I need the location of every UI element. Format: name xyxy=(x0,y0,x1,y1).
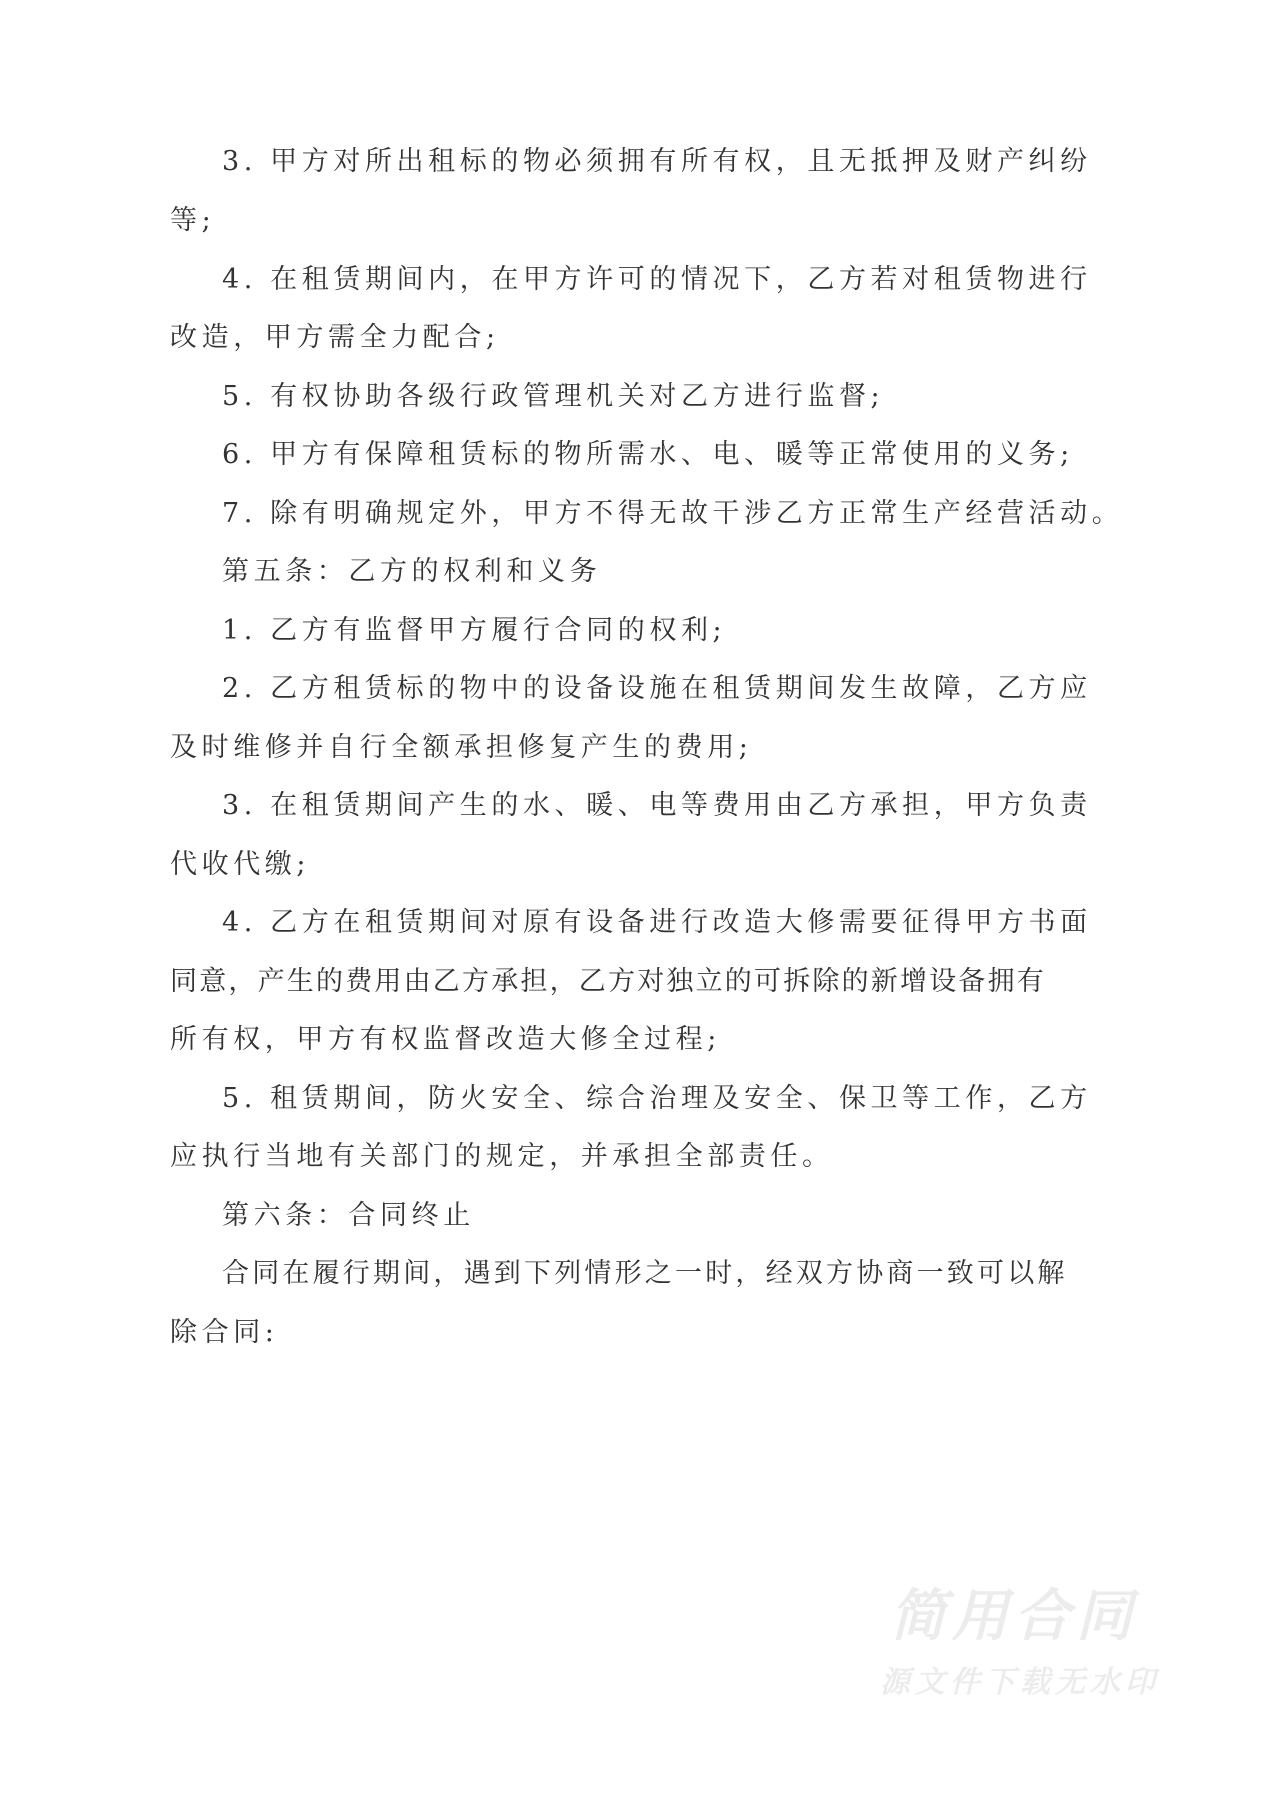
clause-4-item-3: 3. 甲方对所出租标的物必须拥有所有权，且无抵押及财产纠纷 xyxy=(222,146,1092,177)
clause-5-item-5-cont: 应执行当地有关部门的规定，并承担全部责任。 xyxy=(170,1141,834,1172)
clause-5-item-4-cont-1: 同意，产生的费用由乙方承担，乙方对独立的可拆除的新增设备拥有 xyxy=(170,966,1046,997)
clause-4-item-4: 4. 在租赁期间内，在甲方许可的情况下，乙方若对租赁物进行 xyxy=(222,264,1092,295)
clause-4-item-7: 7. 除有明确规定外，甲方不得无故干涉乙方正常生产经营活动。 xyxy=(222,498,1124,529)
clause-5-item-2: 2. 乙方租赁标的物中的设备设施在租赁期间发生故障，乙方应 xyxy=(222,673,1092,704)
clause-5-item-2-cont: 及时维修并自行全额承担修复产生的费用; xyxy=(170,732,753,763)
watermark-subtitle: 源文件下载无水印 xyxy=(880,1665,1160,1700)
clause-5-item-3-cont: 代收代缴; xyxy=(170,849,311,880)
clause-5-item-1: 1. 乙方有监督甲方履行合同的权利; xyxy=(222,615,727,646)
clause-6-intro-cont: 除合同: xyxy=(170,1317,279,1348)
clause-6-intro: 合同在履行期间，遇到下列情形之一时，经双方协商一致可以解 xyxy=(222,1258,1068,1289)
watermark xyxy=(880,1585,1200,1703)
clause-4-item-3-cont: 等; xyxy=(170,205,216,236)
clause-5-item-3: 3. 在租赁期间产生的水、暖、电等费用由乙方承担，甲方负责 xyxy=(222,790,1092,821)
clause-5-item-4: 4. 乙方在租赁期间对原有设备进行改造大修需要征得甲方书面 xyxy=(222,907,1092,938)
clause-5-item-5: 5. 租赁期间，防火安全、综合治理及安全、保卫等工作，乙方 xyxy=(222,1083,1092,1114)
clause-4-item-6: 6. 甲方有保障租赁标的物所需水、电、暖等正常使用的义务; xyxy=(222,439,1074,470)
clause-4-item-5: 5. 有权协助各级行政管理机关对乙方进行监督; xyxy=(222,381,885,412)
clause-5-heading: 第五条：乙方的权利和义务 xyxy=(222,556,602,587)
clause-4-item-4-cont: 改造，甲方需全力配合; xyxy=(170,322,500,353)
clause-5-item-4-cont-2: 所有权，甲方有权监督改造大修全过程; xyxy=(170,1024,721,1055)
clause-6-heading: 第六条：合同终止 xyxy=(222,1200,475,1231)
watermark-title: 简用合同 xyxy=(890,1584,1138,1649)
